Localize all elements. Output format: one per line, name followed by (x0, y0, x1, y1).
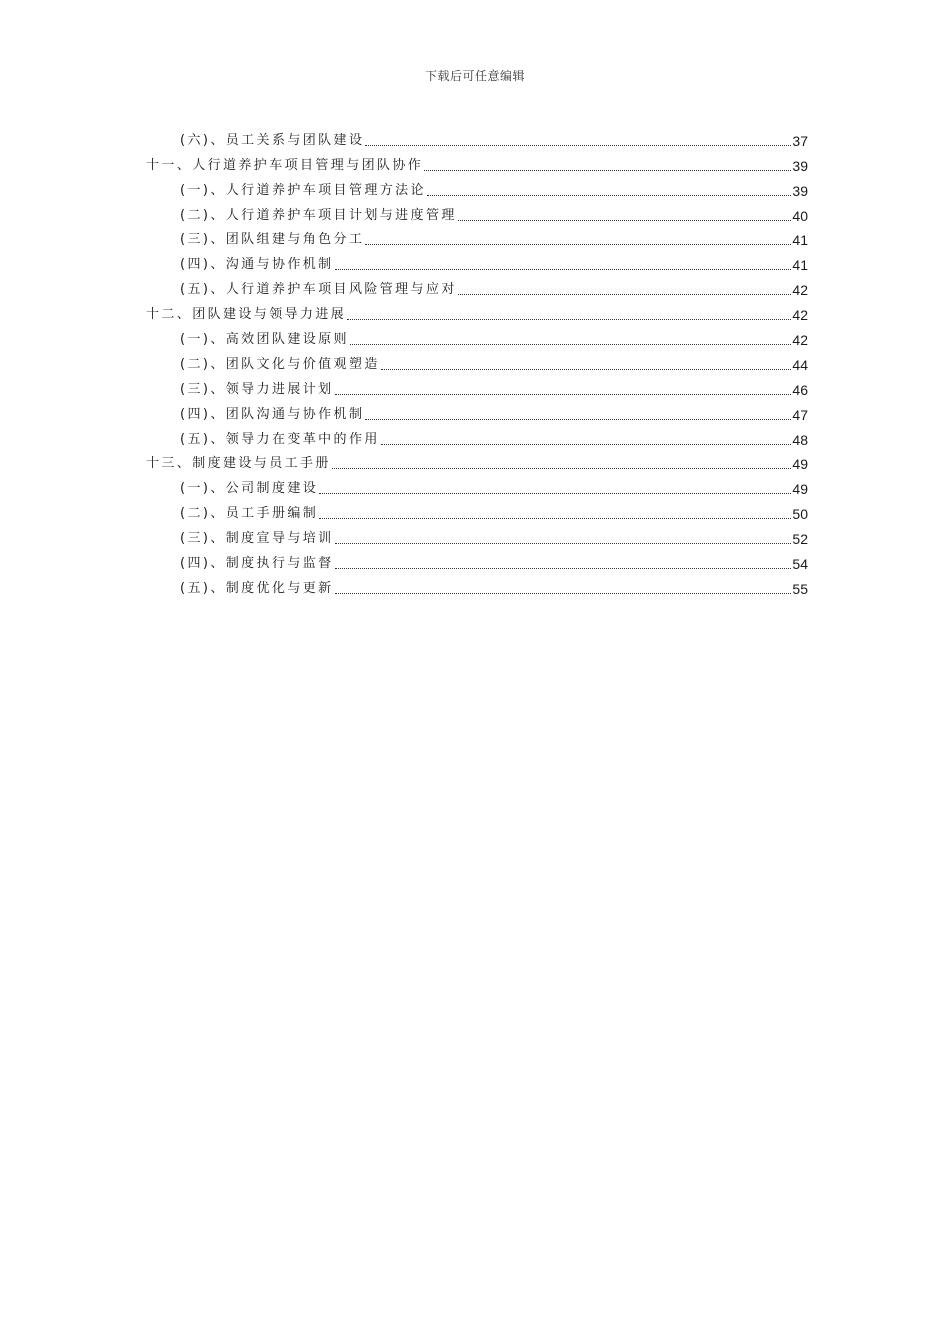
toc-dot-leader (335, 568, 792, 569)
toc-dot-leader (335, 269, 792, 270)
toc-entry-page: 46 (792, 381, 808, 398)
toc-dot-leader (335, 394, 792, 395)
toc-dot-leader (427, 195, 791, 196)
toc-dot-leader (365, 244, 791, 245)
toc-entry[interactable] (146, 300, 808, 325)
toc-entry-title: (二)、团队文化与价值观塑造 (180, 356, 380, 372)
toc-entry-page: 42 (792, 332, 808, 349)
toc-entry[interactable] (146, 474, 808, 499)
table-of-contents (146, 126, 808, 599)
toc-entry-page: 47 (792, 406, 808, 423)
toc-entry-title: (四)、团队沟通与协作机制 (180, 406, 365, 422)
toc-dot-leader (332, 468, 792, 469)
toc-entry-page: 48 (792, 431, 808, 448)
toc-dot-leader (350, 344, 791, 345)
toc-entry-page: 55 (792, 580, 808, 597)
toc-entry-page: 41 (792, 257, 808, 274)
toc-entry[interactable] (146, 425, 808, 450)
toc-entry-page: 49 (792, 456, 808, 473)
toc-dot-leader (424, 170, 791, 171)
toc-entry-page: 50 (792, 506, 808, 523)
toc-entry-title: (三)、领导力进展计划 (180, 381, 334, 397)
toc-entry-page: 40 (792, 207, 808, 224)
toc-entry[interactable] (146, 350, 808, 375)
toc-entry[interactable] (146, 375, 808, 400)
toc-dot-leader (319, 518, 791, 519)
toc-entry-title: (四)、沟通与协作机制 (180, 257, 334, 273)
toc-entry-title: (二)、人行道养护车项目计划与进度管理 (180, 207, 457, 223)
toc-entry-title: 十三、制度建设与员工手册 (146, 456, 331, 472)
toc-entry-page: 42 (792, 307, 808, 324)
toc-dot-leader (458, 294, 792, 295)
toc-dot-leader (365, 145, 791, 146)
toc-entry[interactable] (146, 226, 808, 251)
toc-entry[interactable] (146, 275, 808, 300)
toc-entry[interactable] (146, 400, 808, 425)
toc-dot-leader (319, 493, 791, 494)
toc-entry-page: 42 (792, 282, 808, 299)
toc-entry-page: 37 (792, 132, 808, 149)
toc-entry-title: (五)、人行道养护车项目风险管理与应对 (180, 282, 457, 298)
toc-entry-page: 54 (792, 556, 808, 573)
toc-entry-title: (一)、公司制度建设 (180, 481, 319, 497)
toc-entry[interactable] (146, 201, 808, 226)
toc-entry-page: 52 (792, 531, 808, 548)
toc-dot-leader (381, 444, 792, 445)
toc-dot-leader (458, 220, 792, 221)
toc-entry[interactable] (146, 325, 808, 350)
toc-entry-title: (二)、员工手册编制 (180, 506, 319, 522)
toc-entry[interactable] (146, 524, 808, 549)
toc-entry-title: (一)、人行道养护车项目管理方法论 (180, 182, 426, 198)
toc-entry[interactable] (146, 499, 808, 524)
toc-entry-page: 41 (792, 232, 808, 249)
toc-entry-title: 十二、团队建设与领导力进展 (146, 307, 347, 323)
toc-entry-title: (一)、高效团队建设原则 (180, 332, 349, 348)
toc-dot-leader (365, 419, 791, 420)
toc-entry-title: (五)、领导力在变革中的作用 (180, 431, 380, 447)
toc-entry[interactable] (146, 450, 808, 475)
toc-entry-title: (六)、员工关系与团队建设 (180, 132, 365, 148)
toc-entry[interactable] (146, 151, 808, 176)
toc-entry[interactable] (146, 574, 808, 599)
page-header-text: 下载后可任意编辑 (424, 69, 525, 83)
toc-entry-page: 44 (792, 356, 808, 373)
toc-entry-title: (三)、制度宣导与培训 (180, 531, 334, 547)
toc-entry-title: 十一、人行道养护车项目管理与团队协作 (146, 157, 424, 173)
toc-entry-title: (四)、制度执行与监督 (180, 556, 334, 572)
toc-dot-leader (347, 319, 791, 320)
toc-entry[interactable] (146, 549, 808, 574)
toc-entry-page: 39 (792, 157, 808, 174)
toc-entry[interactable] (146, 176, 808, 201)
toc-entry-title: (五)、制度优化与更新 (180, 580, 334, 596)
toc-entry-page: 39 (792, 182, 808, 199)
toc-entry[interactable] (146, 250, 808, 275)
toc-entry[interactable] (146, 126, 808, 151)
toc-dot-leader (381, 369, 792, 370)
toc-entry-page: 49 (792, 481, 808, 498)
toc-entry-title: (三)、团队组建与角色分工 (180, 232, 365, 248)
toc-dot-leader (335, 543, 792, 544)
toc-dot-leader (335, 593, 792, 594)
